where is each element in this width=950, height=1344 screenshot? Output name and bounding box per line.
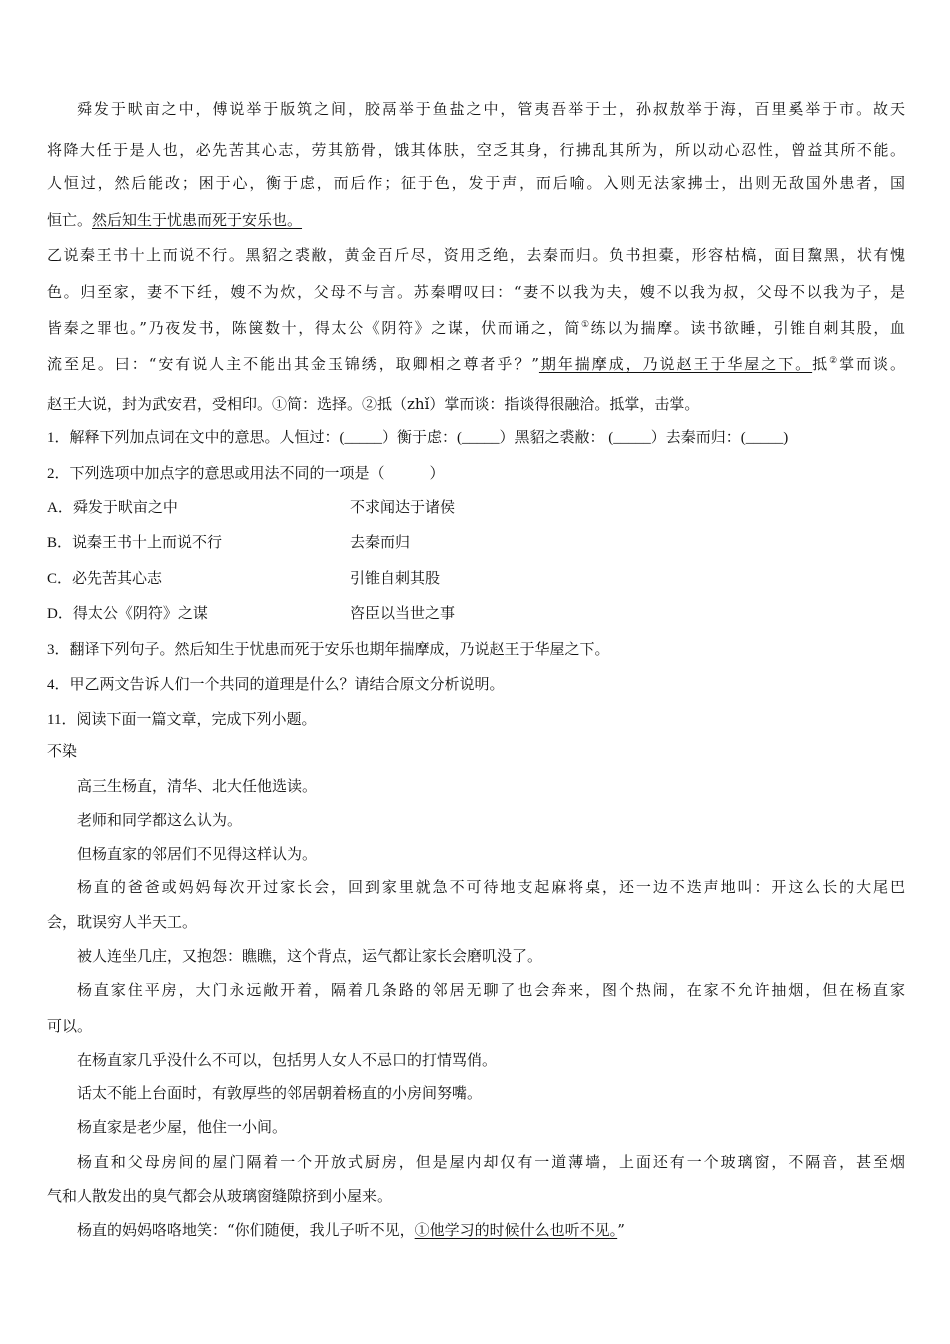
yi-text: 流至足。曰：“安有说人主不能出其金玉锦绣，取卿相之尊者乎？” xyxy=(47,355,539,373)
option-a-right: 不求闻达于诸侯 xyxy=(350,500,456,516)
story-paragraph: 老师和同学都这么认为。 xyxy=(77,811,243,829)
story-text: ” xyxy=(617,1221,625,1239)
story-paragraph: 杨直的爸爸或妈妈每次开过家长会，回到家里就急不可待地支起麻将桌，还一边不迭声地叫：开这么长的大尾巴 xyxy=(77,878,905,896)
yi-line-1: 乙说秦王书十上而说不行。黑貂之裘敝，黄金百斤尽，资用乏绝，去秦而归。负书担橐，形容枯槁，面目黧黑，状有愧 xyxy=(47,246,905,264)
story-paragraph: 高三生杨直，清华、北大任他选读。 xyxy=(77,777,318,795)
jia-text: 恒亡。 xyxy=(47,211,93,229)
yi-line-4 xyxy=(47,353,905,374)
story-paragraph: 在杨直家几乎没什么不可以，包括男人女人不忌口的打情骂俏。 xyxy=(77,1051,498,1069)
yi-text: 掌而谈。 xyxy=(839,355,905,373)
jia-line-4 xyxy=(47,209,302,230)
jia-line-2: 将降大任于是人也，必先苦其心志，劳其筋骨，饿其体肤，空乏其身，行拂乱其所为，所以动心忍性，曾益其所不能。 xyxy=(47,141,905,159)
yi-text: 抵 xyxy=(812,355,830,373)
yi-text: 皆秦之罪也。”乃夜发书，陈箧数十，得太公《阴符》之谋，伏而诵之，简 xyxy=(47,319,581,337)
option-b-left: B．说秦王书十上而说不行 xyxy=(47,535,223,551)
yi-line-3 xyxy=(47,317,905,338)
option-c-right: 引锥自刺其股 xyxy=(350,571,441,587)
yi-text: 练以为揣摩。读书欲睡，引锥自刺其股，血 xyxy=(590,319,905,337)
question-4: 4．甲乙两文告诉人们一个共同的道理是什么？请结合原文分析说明。 xyxy=(47,677,505,693)
footnote-marker-2: ② xyxy=(829,356,840,366)
option-d-right: 咨臣以当世之事 xyxy=(350,606,456,622)
story-paragraph: 杨直家是老少屋，他住一小间。 xyxy=(77,1118,288,1136)
footnote-marker-1: ① xyxy=(580,320,591,330)
story-paragraph: 话太不能上台面时，有敦厚些的邻居朝着杨直的小房间努嘴。 xyxy=(77,1084,483,1102)
question-11: 11．阅读下面一篇文章，完成下列小题。 xyxy=(47,712,317,728)
story-paragraph: 但杨直家的邻居们不见得这样认为。 xyxy=(77,845,318,863)
option-c-left: C．必先苦其心志 xyxy=(47,571,163,587)
option-a-left: A．舜发于畎亩之中 xyxy=(47,500,178,516)
yi-line-2: 色。归至家，妻不下纴，嫂不为炊，父母不与言。苏秦喟叹曰：“妻不以我为夫，嫂不以我为叔，父母不以我为子，是 xyxy=(47,283,905,301)
story-paragraph-cont: 可以。 xyxy=(47,1017,93,1035)
question-1: 1．解释下列加点词在文中的意思。人恒过：(_____）衡于虑：(_____）黑貂之裘敝： (_____）去秦而归：(_____) xyxy=(47,430,789,446)
yi-underlined-sentence: 期年揣摩成，乃说赵王于华屋之下。 xyxy=(538,355,813,373)
story-paragraph-cont: 会，耽误穷人半天工。 xyxy=(47,913,198,931)
jia-line-1: 舜发于畎亩之中，傅说举于版筑之间，胶鬲举于鱼盐之中，管夷吾举于士，孙叔敖举于海，百里奚举于市。故天 xyxy=(77,100,905,118)
jia-line-3: 人恒过，然后能改；困于心，衡于虑，而后作；征于色，发于声，而后喻。入则无法家拂士，出则无敌国外患者，国 xyxy=(47,174,905,192)
option-d-left: D．得太公《阴符》之谋 xyxy=(47,606,208,622)
yi-line-5: 赵王大说，封为武安君，受相印。①简：选择。②抵（zhǐ）掌而谈：指谈得很融洽。抵掌，击掌。 xyxy=(47,395,700,413)
story-title: 不染 xyxy=(47,742,78,760)
story-paragraph-cont: 气和人散发出的臭气都会从玻璃窗缝隙挤到小屋来。 xyxy=(47,1187,393,1205)
jia-underlined-sentence: 然后知生于忧患而死于安乐也。 xyxy=(92,211,303,229)
story-paragraph xyxy=(77,1219,625,1240)
story-underlined-sentence: ①他学习的时候什么也听不见。 xyxy=(414,1221,618,1239)
story-paragraph: 杨直家住平房，大门永远敞开着，隔着几条路的邻居无聊了也会奔来，图个热闹，在家不允许抽烟，但在杨直家 xyxy=(77,981,905,999)
question-2: 2．下列选项中加点字的意思或用法不同的一项是（ ） xyxy=(47,466,445,482)
story-text: 杨直的妈妈咯咯地笑：“你们随便，我儿子听不见， xyxy=(77,1221,415,1239)
option-b-right: 去秦而归 xyxy=(350,535,411,551)
question-3: 3．翻译下列句子。然后知生于忧患而死于安乐也期年揣摩成，乃说赵王于华屋之下。 xyxy=(47,642,610,658)
story-paragraph: 被人连坐几庄，又抱怨：瞧瞧，这个背点，运气都让家长会磨叽没了。 xyxy=(77,947,543,965)
story-paragraph: 杨直和父母房间的屋门隔着一个开放式厨房，但是屋内却仅有一道薄墙，上面还有一个玻璃窗，不隔音，甚至烟 xyxy=(77,1153,905,1171)
